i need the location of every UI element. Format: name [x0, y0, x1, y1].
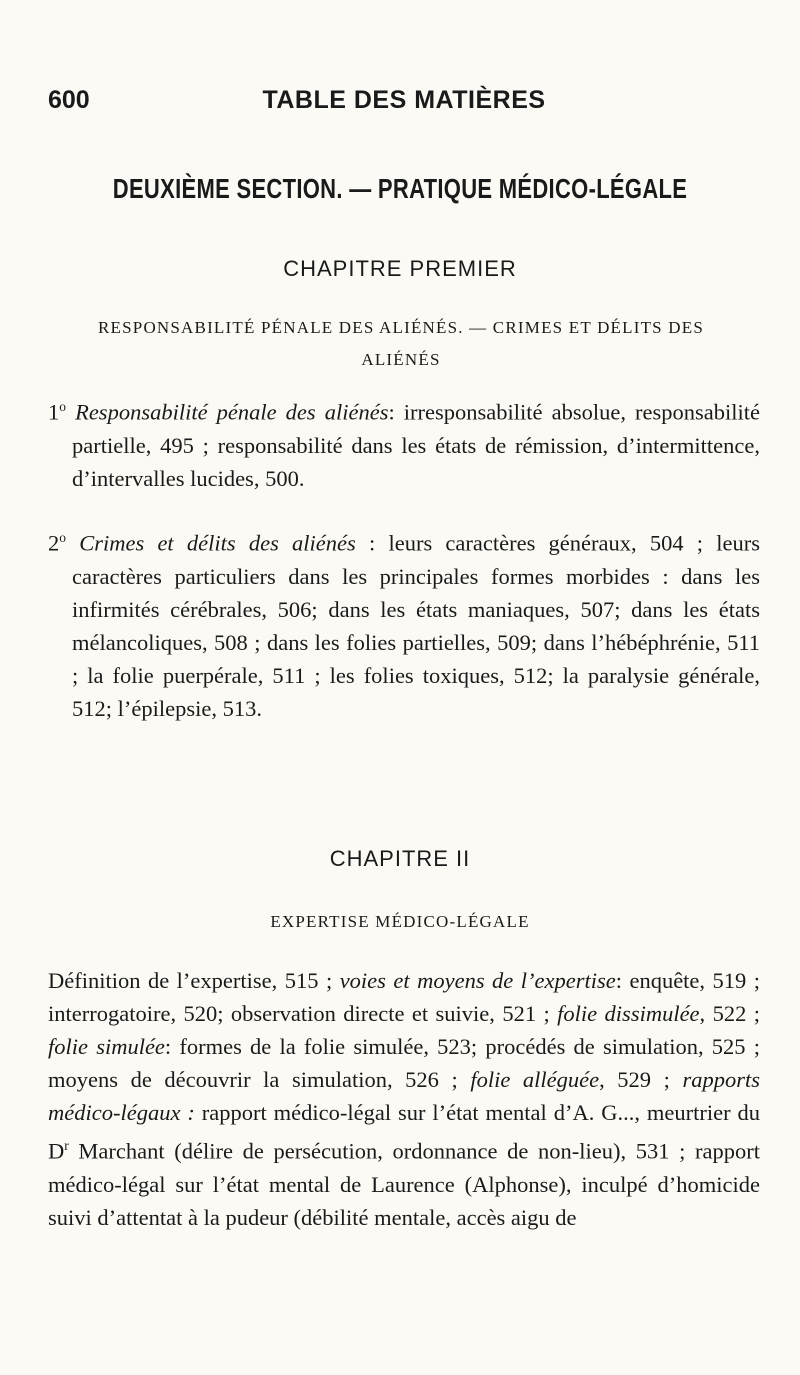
list-item-1: [48, 390, 760, 495]
running-title: TABLE DES MATIÈRES: [262, 86, 546, 114]
item-1-label: Responsabilité pénale des aliénés: [75, 399, 389, 425]
paragraph-segment: rapports médico-légaux :: [48, 1067, 760, 1125]
item-2-text: : leurs caractères généraux, 504 ; leurs caractères particuliers dans les principales formes morbides : dans les infirmités cérébrales, 506; dans les états maniaques, 507; dans les états mélancoliques, 508 ; dans les folies partielles, 509; dans l’hébéphrénie, 511 ; la folie puerpérale, 511 ; les folies toxiques, 512; la paralysie générale, 512; l’épilepsie, 513.: [72, 530, 761, 721]
chapter-2-paragraph: [48, 964, 760, 1234]
paragraph-segment: : enquête, 519 ; interrogatoire, 520; observation directe et suivie, 521 ;: [48, 968, 760, 1026]
item-2-label: Crimes et délits des aliénés: [79, 530, 356, 556]
chapter-1-subtitle-line-1: RESPONSABILITÉ PÉNALE DES ALIÉNÉS. — CRIMES ET DÉLITS DES: [98, 318, 704, 337]
running-header: [48, 86, 760, 116]
paragraph-segment: rapport médico-légal sur l’état mental d’A. G..., meurtrier du D: [48, 1100, 761, 1164]
ordinal-mark: o: [59, 530, 66, 545]
item-1-text: : irresponsabilité absolue, responsabilité partielle, 495 ; responsabilité dans les états de rémission, d’intermittence, d’intervalles lucides, 500.: [72, 399, 760, 491]
paragraph-segment: Définition de l’expertise, 515 ;: [48, 968, 340, 993]
paragraph-segment: , 529 ;: [599, 1067, 683, 1092]
list-item-2: [48, 521, 760, 725]
ordinal-mark: o: [59, 399, 66, 414]
item-1-number: 1: [48, 399, 60, 425]
chapter-1-subtitle: [12, 312, 790, 376]
chapter-2-title: CHAPITRE II: [329, 846, 471, 871]
paragraph-segment: Marchant (délire de persécution, ordonnance de non-lieu), 531 ; rapport médico-légal sur l’état mental de Laurence (Alphonse), inculpé d’homicide suivi d’attentat à la pudeur (débilité mentale, accès aigu de: [48, 1138, 760, 1230]
section-title: DEUXIÈME SECTION. — PRATIQUE MÉDICO-LÉGALE: [112, 172, 688, 204]
paragraph-segment: folie simulée: [48, 1034, 165, 1059]
paragraph-segment: voies et moyens de l’expertise: [339, 968, 616, 993]
chapter-1-subtitle-line-2: ALIÉNÉS: [361, 350, 441, 369]
page-number: 600: [48, 86, 90, 114]
paragraph-segment: folie dissimulée: [557, 1001, 700, 1026]
paragraph-segment: , 522 ;: [699, 1001, 760, 1026]
paragraph-segment: r: [64, 1138, 69, 1153]
chapter-1-title: CHAPITRE PREMIER: [283, 256, 517, 281]
paragraph-segment: : formes de la folie simulée, 523; procédés de simulation, 525 ; moyens de découvrir la simulation, 526 ;: [48, 1034, 760, 1092]
paragraph-segment: folie alléguée: [470, 1067, 600, 1092]
item-2-number: 2: [48, 530, 60, 556]
chapter-2-subtitle: EXPERTISE MÉDICO-LÉGALE: [270, 912, 530, 931]
